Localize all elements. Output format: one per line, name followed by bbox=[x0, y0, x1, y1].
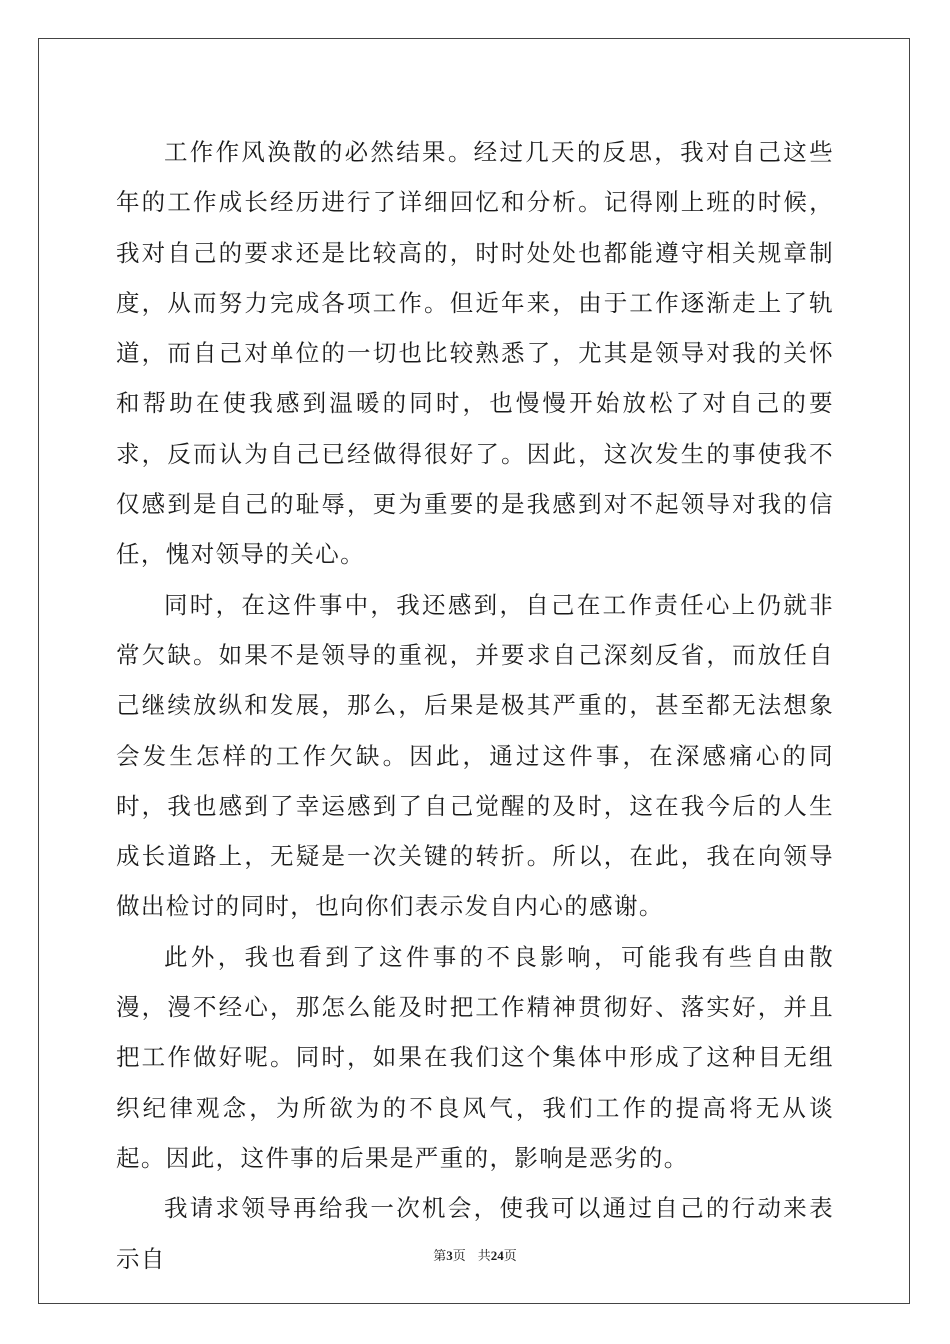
page-footer bbox=[0, 1245, 950, 1264]
paragraph-4: 我请求领导再给我一次机会，使我可以通过自己的行动来表示自 bbox=[116, 1194, 834, 1273]
total-pages: 24 bbox=[490, 1248, 504, 1263]
paragraph-1: 工作作风涣散的必然结果。经过几天的反思，我对自己这些年的工作成长经历进行了详细回忆和分析。记得刚上班的时候，我对自己的要求还是比较高的，时时处处也都能遵守相关规章制度，从而努力完成各项工作。但近年来，由于工作逐渐走上了轨道，而自己对单位的一切也比较熟悉了，尤其是领导对我的关怀和帮助在使我感到温暖的同时，也慢慢开始放松了对自己的要求，反而认为自己已经做得很好了。因此，这次发生的事使我不仅感到是自己的耻辱，更为重要的是我感到对不起领导对我的信任，愧对领导的关心。 bbox=[116, 138, 834, 569]
page-prefix: 第 bbox=[433, 1248, 447, 1263]
paragraph-3: 此外，我也看到了这件事的不良影响，可能我有些自由散漫，漫不经心，那怎么能及时把工作精神贯彻好、落实好，并且把工作做好呢。同时，如果在我们这个集体中形成了这种目无组织纪律观念，为所欲为的不良风气，我们工作的提高将无从谈起。因此，这件事的后果是严重的，影响是恶劣的。 bbox=[116, 942, 834, 1172]
total-prefix: 共 bbox=[477, 1248, 491, 1263]
page-number: 3 bbox=[446, 1248, 453, 1263]
paragraph-2: 同时，在这件事中，我还感到，自己在工作责任心上仍就非常欠缺。如果不是领导的重视，并要求自己深刻反省，而放任自己继续放纵和发展，那么，后果是极其严重的，甚至都无法想象会发生怎样的工作欠缺。因此，通过这件事，在深感痛心的同时，我也感到了幸运感到了自己觉醒的及时，这在我今后的人生成长道路上，无疑是一次关键的转折。所以，在此，我在向领导做出检讨的同时，也向你们表示发自内心的感谢。 bbox=[116, 590, 834, 921]
total-suffix: 页 bbox=[503, 1248, 517, 1263]
page-suffix: 页 bbox=[452, 1248, 466, 1263]
document-body bbox=[116, 127, 834, 1284]
